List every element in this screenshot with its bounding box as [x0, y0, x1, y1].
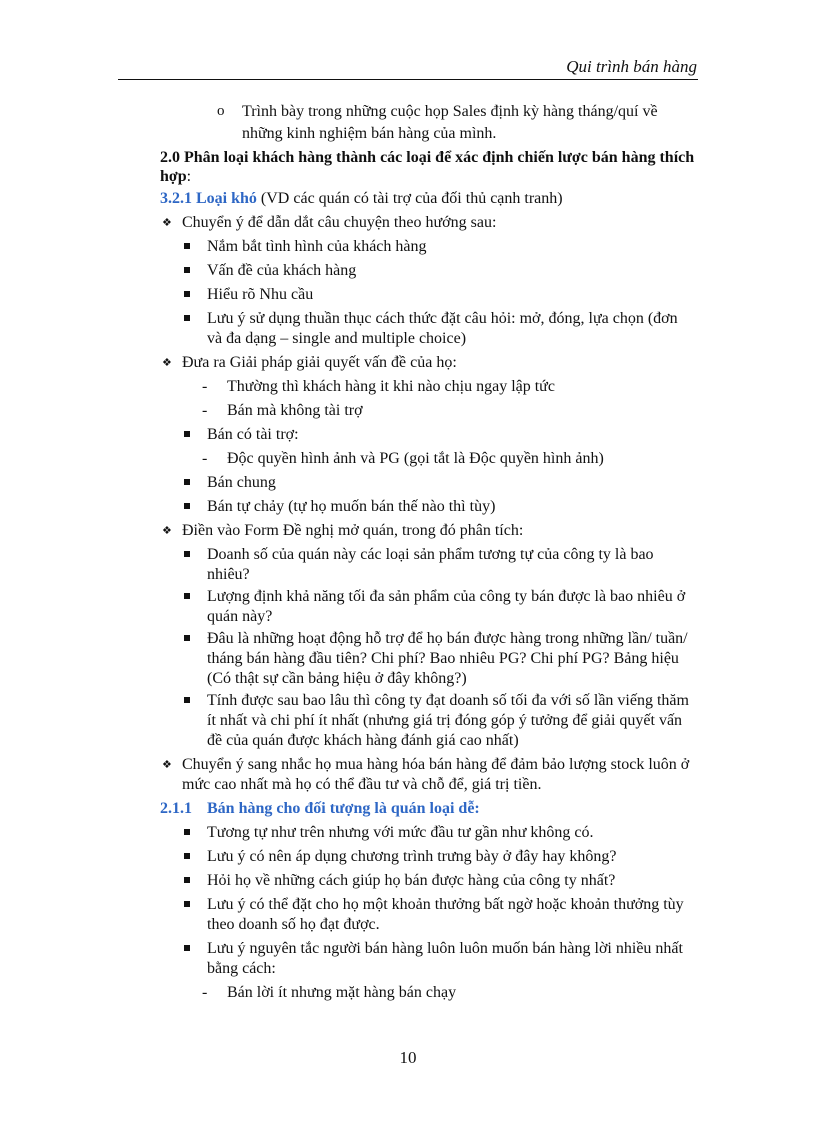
square-bullet-icon: [184, 945, 190, 951]
list-item-text: Lưu ý nguyên tắc người bán hàng luôn luôn muốn bán hàng lời nhiều nhất: [207, 940, 683, 957]
diamond-bullet-icon: ❖: [162, 357, 172, 369]
list-item-text: mức cao nhất mà họ có thể đầu tư và chỗ để, giá trị tiền.: [182, 776, 542, 793]
list-item-text: Chuyển ý sang nhắc họ mua hàng hóa bán hàng để đảm bảo lượng stock luôn ở: [182, 756, 690, 773]
square-bullet-icon: [184, 901, 190, 907]
list-item-text: Tương tự như trên nhưng với mức đầu tư gần như không có.: [207, 824, 594, 841]
subsection-number: 2.1.1: [160, 800, 192, 817]
list-item-text: ít nhất và chi phí ít nhất (nhưng giá trị đóng góp ý tưởng để giải quyết vấn: [207, 712, 683, 729]
subsection-heading: [160, 189, 563, 209]
diamond-bullet-icon: ❖: [162, 525, 172, 537]
diamond-bullet-icon: ❖: [162, 759, 172, 771]
subsection-number: 3.2.1 Loại khó: [160, 190, 257, 207]
square-bullet-icon: [184, 877, 190, 883]
dash-bullet-icon: -: [202, 402, 208, 419]
list-item-text: Thường thì khách hàng it khi nào chịu ngay lập tức: [227, 378, 555, 395]
page-number: 10: [399, 1048, 417, 1067]
square-bullet-icon: [184, 431, 190, 437]
square-bullet-icon: [184, 291, 190, 297]
dash-bullet-icon: -: [202, 450, 208, 467]
list-item-text: Bán chung: [207, 474, 276, 491]
list-item-text: Nắm bắt tình hình của khách hàng: [207, 238, 427, 255]
list-item-text: (Có thật sự cần bảng hiệu ở đây không?): [207, 670, 467, 687]
list-item-text: Bán mà không tài trợ: [227, 402, 363, 419]
list-item-text: nhiêu?: [207, 566, 250, 583]
diamond-bullet-icon: ❖: [162, 217, 172, 229]
list-item-text: Lưu ý có thể đặt cho họ một khoản thưởng bất ngờ hoặc khoản thưởng tùy: [207, 896, 684, 913]
list-item-text: Điền vào Form Đề nghị mở quán, trong đó phân tích:: [182, 522, 524, 539]
list-item-text: Lượng định khả năng tối đa sản phẩm của công ty bán được là bao nhiêu ở: [207, 588, 686, 605]
square-bullet-icon: [184, 635, 190, 641]
square-bullet-icon: [184, 267, 190, 273]
circle-bullet-icon: o: [217, 103, 225, 119]
dash-bullet-icon: -: [202, 378, 208, 395]
heading-colon: :: [186, 168, 192, 185]
square-bullet-icon: [184, 243, 190, 249]
list-item-text: Lưu ý sử dụng thuần thục cách thức đặt câu hỏi: mở, đóng, lựa chọn (đơn: [207, 310, 678, 327]
heading-word: hợp: [160, 168, 187, 185]
list-item-text: Trình bày trong những cuộc họp Sales định kỳ hàng tháng/quí về: [242, 103, 658, 120]
section-heading-cont: [160, 167, 191, 187]
list-item-text: Bán lời ít nhưng mặt hàng bán chạy: [227, 984, 457, 1001]
list-item-text: đề của quán được khách hàng đánh giá cao nhất): [207, 732, 519, 749]
list-item-text: Chuyển ý để dẫn dắt câu chuyện theo hướng sau:: [182, 214, 497, 231]
list-item-text: những kinh nghiệm bán hàng của mình.: [242, 125, 497, 142]
list-item-text: Hiểu rõ Nhu cầu: [207, 286, 314, 303]
section-heading: 2.0 Phân loại khách hàng thành các loại để xác định chiến lược bán hàng thích: [160, 149, 695, 166]
square-bullet-icon: [184, 593, 190, 599]
list-item-text: Lưu ý có nên áp dụng chương trình trưng bày ở đây hay không?: [207, 848, 617, 865]
subsection-note: (VD các quán có tài trợ của đối thủ cạnh tranh): [256, 190, 563, 207]
list-item-text: Vấn đề của khách hàng: [207, 262, 357, 279]
dash-bullet-icon: -: [202, 984, 208, 1001]
list-item-text: và đa dạng – single and multiple choice): [207, 330, 467, 347]
square-bullet-icon: [184, 503, 190, 509]
list-item-text: Đâu là những hoạt động hỗ trợ để họ bán được hàng trong những lần/ tuần/: [207, 630, 688, 647]
list-item-text: quán này?: [207, 608, 273, 625]
square-bullet-icon: [184, 479, 190, 485]
header-title: Qui trình bán hàng: [566, 57, 697, 76]
square-bullet-icon: [184, 829, 190, 835]
square-bullet-icon: [184, 315, 190, 321]
list-item-text: bằng cách:: [207, 960, 276, 977]
list-item-text: tháng bán hàng đầu tiên? Chi phí? Bao nhiêu PG? Chi phí PG? Bảng hiệu: [207, 650, 679, 667]
subsection-title: Bán hàng cho đối tượng là quán loại dễ:: [207, 800, 480, 817]
list-item-text: Bán có tài trợ:: [207, 426, 299, 443]
square-bullet-icon: [184, 697, 190, 703]
list-item-text: Hỏi họ về những cách giúp họ bán được hàng của công ty nhất?: [207, 872, 616, 889]
square-bullet-icon: [184, 853, 190, 859]
list-item-text: Tính được sau bao lâu thì công ty đạt doanh số tối đa với số lần viếng thăm: [207, 692, 689, 709]
list-item-text: Doanh số của quán này các loại sản phẩm tương tự của công ty là bao: [207, 546, 654, 563]
list-item-text: Đưa ra Giải pháp giải quyết vấn đề của họ:: [182, 354, 457, 371]
list-item-text: Bán tự chảy (tự họ muốn bán thế nào thì tùy): [207, 498, 496, 515]
square-bullet-icon: [184, 551, 190, 557]
list-item-text: Độc quyền hình ảnh và PG (gọi tắt là Độc quyền hình ảnh): [227, 450, 604, 467]
list-item-text: theo doanh số họ đạt được.: [207, 916, 380, 933]
